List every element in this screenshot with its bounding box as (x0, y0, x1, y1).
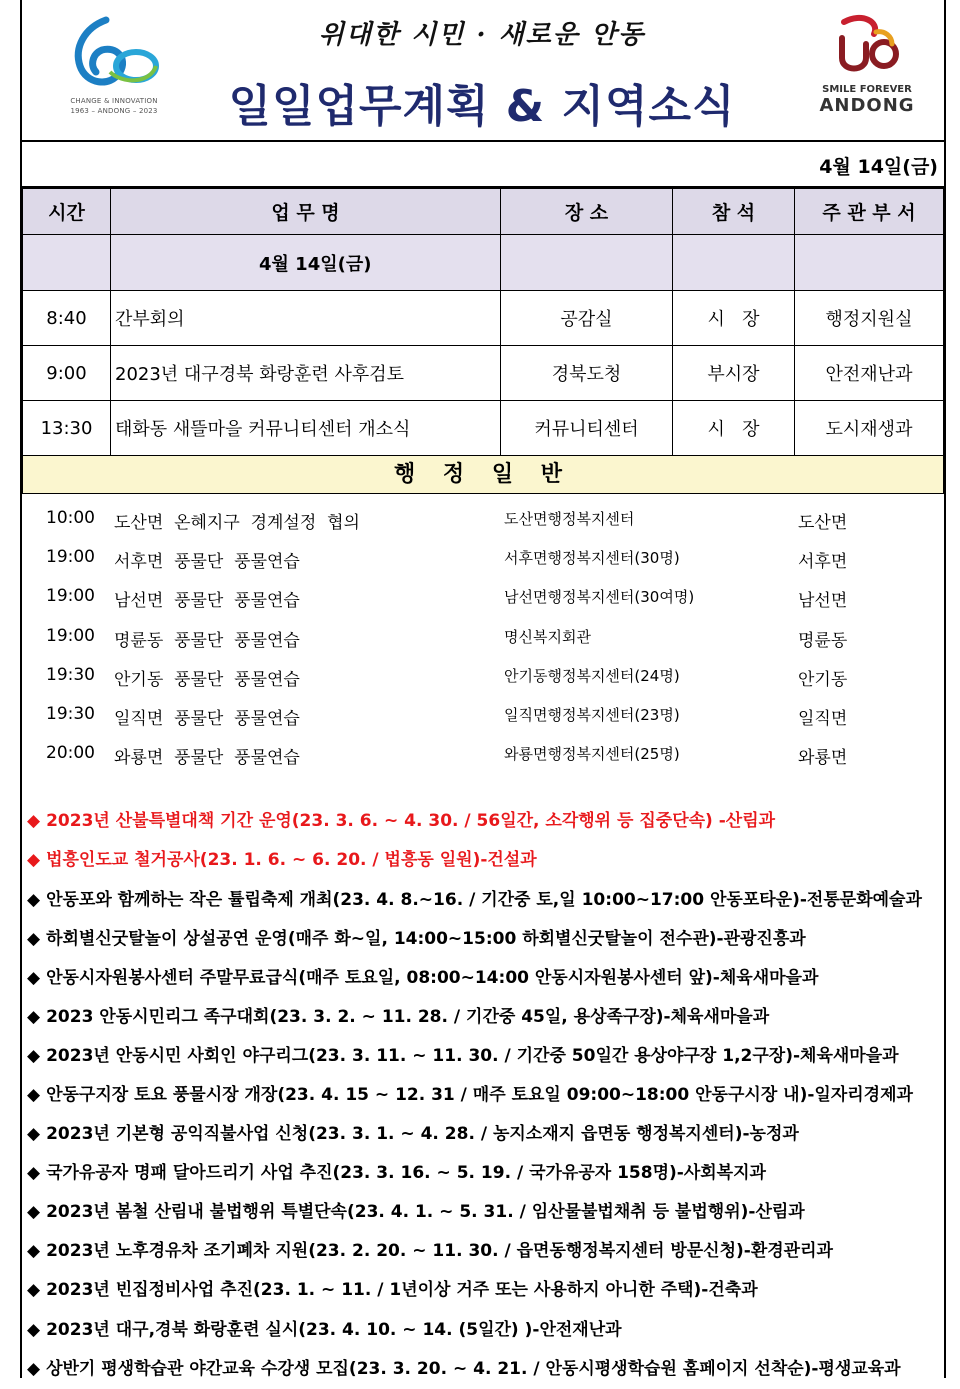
notice-item (22, 841, 944, 880)
header-dept: 주 관 부 서 (795, 189, 944, 235)
bullet-diamond-icon: ◆ (27, 1006, 41, 1027)
notice-list (22, 772, 944, 1388)
admin-dept: 도산면 (798, 513, 848, 533)
admin-time: 20:00 (46, 743, 95, 764)
admin-time: 19:00 (46, 586, 95, 607)
list-item (22, 498, 944, 537)
row-time: 13:30 (23, 401, 111, 456)
table-row (23, 401, 944, 456)
admin-task: 일직면 풍물단 풍물연습 (114, 708, 300, 729)
andong-logo (812, 14, 922, 126)
notice-text: 국가유공자 명패 달아드리기 사업 추진(23. 3. 16. ~ 5. 19. / 국가유공자 158명)-사회복지과 (46, 1163, 766, 1184)
admin-dept: 명륜동 (798, 630, 848, 651)
notice-item (22, 1193, 944, 1232)
bullet-diamond-icon: ◆ (27, 1358, 41, 1379)
list-item (22, 537, 944, 576)
table-row (23, 346, 944, 401)
andong-symbol-icon (832, 14, 902, 78)
row-task: 간부회의 (111, 291, 501, 346)
header-place: 장 소 (501, 189, 673, 235)
list-item (22, 733, 944, 772)
notice-item (22, 998, 944, 1037)
row-dept: 안전재난과 (795, 346, 944, 401)
admin-place: 안기동행정복지센터(24명) (504, 666, 680, 685)
row-task: 태화동 새뜰마을 커뮤니티센터 개소식 (111, 401, 501, 456)
notice-text: 안동구지장 토요 풍물시장 개장(23. 4. 15 ~ 12. 31 / 매주 토요일 09:00~18:00 안동구시장 내)-일자리경제과 (46, 1084, 913, 1105)
notice-text: 2023년 대구,경북 화랑훈련 실시(23. 4. 10. ~ 14. (5일간) )-안전재난과 (46, 1319, 622, 1340)
bullet-diamond-icon: ◆ (27, 1202, 41, 1223)
row-attendee: 시 장 (673, 291, 795, 346)
bullet-diamond-icon: ◆ (27, 811, 41, 832)
admin-dept: 와룡면 (798, 748, 848, 769)
admin-section-title: 행 정 일 반 (22, 456, 944, 494)
day-row (23, 235, 944, 291)
admin-time: 19:30 (46, 664, 95, 685)
bullet-diamond-icon: ◆ (27, 850, 41, 871)
admin-task: 도산면 온혜지구 경계설정 협의 (114, 513, 360, 533)
notice-item (22, 1311, 944, 1350)
admin-list (22, 494, 944, 772)
header-task: 업 무 명 (111, 189, 501, 235)
admin-time: 10:00 (46, 508, 95, 528)
bullet-diamond-icon: ◆ (27, 889, 41, 910)
admin-place: 명신복지회관 (504, 627, 591, 646)
table-row (23, 291, 944, 346)
sixty-logo-icon (66, 14, 162, 96)
notice-item (22, 1232, 944, 1271)
page-title: 일일업무계획 & 지역소식 (228, 81, 736, 132)
notice-item (22, 1115, 944, 1154)
admin-dept: 안기동 (798, 669, 848, 690)
notice-item (22, 1154, 944, 1193)
admin-time: 19:00 (46, 625, 95, 646)
date-row (22, 142, 944, 188)
day-label: 4월 14일(금) (111, 235, 501, 291)
notice-text: 안동포와 함께하는 작은 튤립축제 개최(23. 4. 8.~16. / 기간중 토,일 10:00~17:00 안동포타운)-전통문화예술과 (46, 889, 922, 910)
bullet-diamond-icon: ◆ (27, 967, 41, 988)
row-place: 경북도청 (501, 346, 673, 401)
notice-text: 2023년 노후경유차 조기폐차 지원(23. 2. 20. ~ 11. 30. / 읍면동행정복지센터 방문신청)-환경관리과 (46, 1241, 833, 1262)
notice-text: 법흥인도교 철거공사(23. 1. 6. ~ 6. 20. / 법흥동 일원)-건설과 (46, 850, 537, 871)
admin-task: 와룡면 풍물단 풍물연습 (114, 748, 300, 769)
row-place: 공감실 (501, 291, 673, 346)
list-item (22, 655, 944, 694)
admin-task: 명륜동 풍물단 풍물연습 (114, 630, 300, 651)
table-header-row (23, 189, 944, 235)
admin-place: 서후면행정복지센터(30명) (504, 549, 680, 568)
notice-item (22, 1271, 944, 1310)
notice-item (22, 959, 944, 998)
admin-dept: 남선면 (798, 591, 848, 612)
row-dept: 도시재생과 (795, 401, 944, 456)
notice-item (22, 920, 944, 959)
row-dept: 행정지원실 (795, 291, 944, 346)
header-attendee: 참 석 (673, 189, 795, 235)
header (22, 0, 944, 142)
notice-text: 2023 안동시민리그 족구대회(23. 3. 2. ~ 11. 28. / 기간중 45일, 용상족구장)-체육새마을과 (46, 1006, 770, 1027)
header-time: 시간 (23, 189, 111, 235)
slogan: 위대한 시민 · 새로운 안동 (318, 20, 646, 50)
notice-text: 상반기 평생학습관 야간교육 수강생 모집(23. 3. 20. ~ 4. 21. / 안동시평생학습원 홈페이지 선착순)-평생교육과 (46, 1358, 901, 1379)
bullet-diamond-icon: ◆ (27, 928, 41, 949)
logo-text-smile: SMILE FOREVER (822, 84, 912, 95)
row-task: 2023년 대구경북 화랑훈련 사후검토 (111, 346, 501, 401)
list-item (22, 616, 944, 655)
admin-task: 남선면 풍물단 풍물연습 (114, 591, 300, 612)
admin-place: 와룡면행정복지센터(25명) (504, 745, 680, 764)
row-attendee: 시 장 (673, 401, 795, 456)
document-page (20, 0, 946, 1378)
list-item (22, 576, 944, 615)
row-time: 9:00 (23, 346, 111, 401)
notice-item (22, 1076, 944, 1115)
bullet-diamond-icon: ◆ (27, 1124, 41, 1145)
row-place: 커뮤니티센터 (501, 401, 673, 456)
admin-task: 안기동 풍물단 풍물연습 (114, 669, 300, 690)
notice-item (22, 802, 944, 841)
row-time: 8:40 (23, 291, 111, 346)
list-item (22, 694, 944, 733)
document-date: 4월 14일(금) (819, 156, 938, 178)
bullet-diamond-icon: ◆ (27, 1045, 41, 1066)
bullet-diamond-icon: ◆ (27, 1319, 41, 1340)
admin-dept: 일직면 (798, 708, 848, 729)
notice-text: 2023년 봄철 산림내 불법행위 특별단속(23. 4. 1. ~ 5. 31. / 임산물불법채취 등 불법행위)-산림과 (46, 1202, 805, 1223)
admin-time: 19:00 (46, 547, 95, 568)
admin-place: 일직면행정복지센터(23명) (504, 705, 680, 724)
logo-text-andong: ANDONG (819, 95, 915, 116)
schedule-table (22, 188, 944, 456)
notice-item (22, 881, 944, 920)
row-attendee: 부시장 (673, 346, 795, 401)
bullet-diamond-icon: ◆ (27, 1280, 41, 1301)
notice-item (22, 1350, 944, 1389)
admin-place: 도산면행정복지센터 (504, 510, 635, 528)
notice-text: 하회별신굿탈놀이 상설공연 운영(매주 화~일, 14:00~15:00 하회별신굿탈놀이 전수관)-관광진흥과 (46, 928, 806, 949)
bullet-diamond-icon: ◆ (27, 1241, 41, 1262)
bullet-diamond-icon: ◆ (27, 1084, 41, 1105)
logo-caption-1: CHANGE & INNOVATION (70, 97, 158, 105)
bullet-diamond-icon: ◆ (27, 1163, 41, 1184)
notice-text: 안동시자원봉사센터 주말무료급식(매주 토요일, 08:00~14:00 안동시자원봉사센터 앞)-체육새마을과 (46, 967, 819, 988)
admin-place: 남선면행정복지센터(30여명) (504, 588, 695, 607)
admin-dept: 서후면 (798, 552, 848, 573)
notice-item (22, 1037, 944, 1076)
notice-text: 2023년 빈집정비사업 추진(23. 1. ~ 11. / 1년이상 거주 또는 사용하지 아니한 주택)-건축과 (46, 1280, 758, 1301)
notice-text: 2023년 산불특별대책 기간 운영(23. 3. 6. ~ 4. 30. / 56일간, 소각행위 등 집중단속) -산림과 (46, 811, 776, 832)
admin-task: 서후면 풍물단 풍물연습 (114, 552, 300, 573)
notice-text: 2023년 기본형 공익직불사업 신청(23. 3. 1. ~ 4. 28. / 농지소재지 읍면동 행정복지센터)-농정과 (46, 1124, 799, 1145)
logo-caption-2: 1963 – ANDONG – 2023 (70, 107, 158, 115)
admin-time: 19:30 (46, 703, 95, 724)
anniversary-60-logo (54, 14, 174, 126)
notice-text: 2023년 안동시민 사회인 야구리그(23. 3. 11. ~ 11. 30. / 기간중 50일간 용상야구장 1,2구장)-체육새마을과 (46, 1045, 899, 1066)
